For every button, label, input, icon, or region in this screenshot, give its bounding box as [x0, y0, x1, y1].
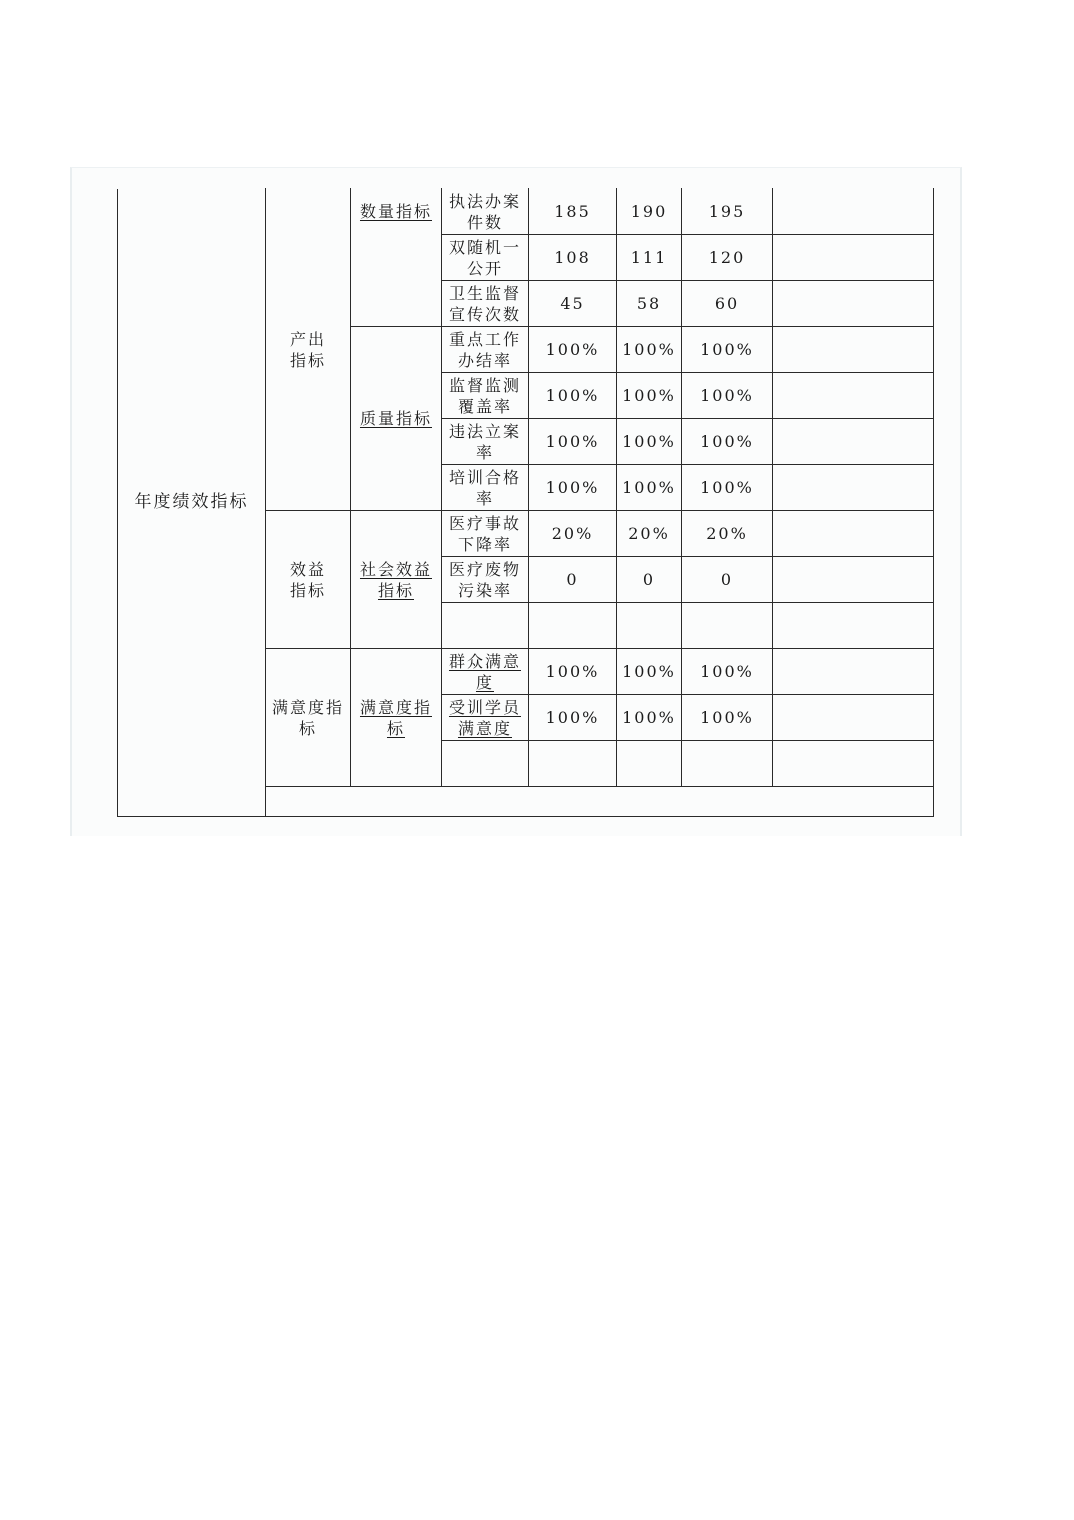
value-3: 100% — [682, 327, 773, 373]
value-2: 20% — [617, 511, 682, 557]
section-label: 年度绩效指标 — [134, 491, 249, 512]
note-cell — [773, 419, 934, 465]
note-cell — [773, 327, 934, 373]
value-2 — [617, 603, 682, 649]
value-2: 58 — [617, 281, 682, 327]
indicator-name: 医疗事故 下降率 — [442, 511, 529, 557]
level1-satisfaction-indicator: 满意度指 标 — [266, 649, 351, 787]
value-2: 190 — [617, 189, 682, 235]
value-1: 100% — [529, 327, 617, 373]
indicator-name: 医疗废物 污染率 — [442, 557, 529, 603]
value-2: 100% — [617, 419, 682, 465]
value-1: 100% — [529, 695, 617, 741]
value-2: 100% — [617, 695, 682, 741]
value-1: 100% — [529, 649, 617, 695]
value-1: 0 — [529, 557, 617, 603]
value-2: 100% — [617, 649, 682, 695]
value-1: 108 — [529, 235, 617, 281]
value-3: 20% — [682, 511, 773, 557]
value-3: 60 — [682, 281, 773, 327]
indicator-name — [442, 741, 529, 787]
indicator-name: 违法立案 率 — [442, 419, 529, 465]
value-2: 100% — [617, 373, 682, 419]
indicator-name: 受训学员 满意度 — [442, 695, 529, 741]
level2-quality-indicator: 质量指标 — [351, 327, 442, 511]
performance-indicator-table — [117, 188, 934, 817]
note-cell — [773, 511, 934, 557]
value-3: 100% — [682, 695, 773, 741]
value-3: 100% — [682, 419, 773, 465]
indicator-name: 培训合格 率 — [442, 465, 529, 511]
value-2: 111 — [617, 235, 682, 281]
value-1: 100% — [529, 419, 617, 465]
value-1: 185 — [529, 189, 617, 235]
note-cell — [773, 235, 934, 281]
indicator-name — [442, 603, 529, 649]
indicator-name: 群众满意 度 — [442, 649, 529, 695]
value-3: 195 — [682, 189, 773, 235]
value-3 — [682, 603, 773, 649]
value-3: 120 — [682, 235, 773, 281]
indicator-name: 执法办案 件数 — [442, 189, 529, 235]
note-cell — [773, 189, 934, 235]
value-3 — [682, 741, 773, 787]
value-2: 100% — [617, 327, 682, 373]
value-2: 0 — [617, 557, 682, 603]
note-cell — [773, 741, 934, 787]
value-1 — [529, 741, 617, 787]
value-2 — [617, 741, 682, 787]
note-cell — [773, 649, 934, 695]
level1-output-indicator: 产出 指标 — [266, 189, 351, 511]
level1-benefit-indicator: 效益 指标 — [266, 511, 351, 649]
value-3: 100% — [682, 373, 773, 419]
note-cell — [773, 695, 934, 741]
note-cell — [773, 373, 934, 419]
level2-quantity-indicator: 数量指标 — [351, 189, 442, 327]
value-3: 100% — [682, 465, 773, 511]
value-1: 100% — [529, 465, 617, 511]
value-1: 45 — [529, 281, 617, 327]
value-1: 20% — [529, 511, 617, 557]
note-cell — [773, 281, 934, 327]
note-cell — [773, 557, 934, 603]
indicator-name: 监督监测 覆盖率 — [442, 373, 529, 419]
value-3: 0 — [682, 557, 773, 603]
value-2: 100% — [617, 465, 682, 511]
value-1 — [529, 603, 617, 649]
note-cell — [773, 603, 934, 649]
section-label-cell — [118, 189, 266, 817]
value-1: 100% — [529, 373, 617, 419]
value-3: 100% — [682, 649, 773, 695]
indicator-name: 双随机一 公开 — [442, 235, 529, 281]
indicator-name: 重点工作 办结率 — [442, 327, 529, 373]
indicator-name: 卫生监督 宣传次数 — [442, 281, 529, 327]
level2-satisfaction-indicator: 满意度指 标 — [351, 649, 442, 787]
note-cell — [773, 465, 934, 511]
footer-row — [266, 787, 934, 817]
level2-social-benefit-indicator: 社会效益 指标 — [351, 511, 442, 649]
